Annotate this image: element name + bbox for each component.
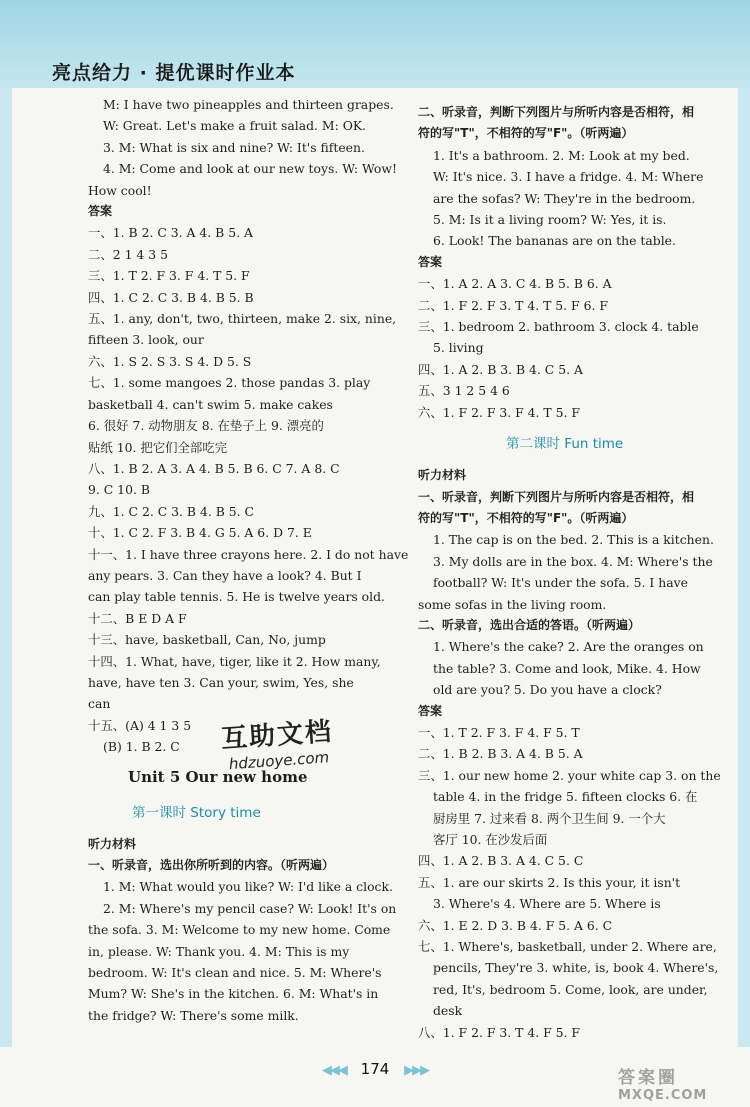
text-line: 四、1. C 2. C 3. B 4. B 5. B [88, 289, 254, 305]
text-line: 答案 [418, 254, 443, 269]
text-line: 贴纸 10. 把它们全部吃完 [88, 439, 228, 455]
right-listening-lines [418, 465, 746, 1043]
text-line: 答案 [418, 703, 443, 718]
text-line: 二、2 1 4 3 5 [88, 246, 168, 262]
text-line: 1. It's a bathroom. 2. M: Look at my bed. [433, 147, 690, 163]
text-line: 6. 很好 7. 动物朋友 8. 在垫子上 9. 漂亮的 [88, 418, 324, 434]
text-line: 九、1. C 2. C 3. B 4. B 5. C [88, 503, 254, 519]
text-line: (B) 1. B 2. C [103, 739, 180, 755]
text-line: 9. C 10. B [88, 482, 150, 498]
left-column [88, 94, 409, 1026]
unit-title: Unit 5 Our new home [128, 767, 308, 786]
text-line: 六、1. S 2. S 3. S 4. D 5. S [88, 353, 252, 369]
corner-watermark [618, 1068, 746, 1104]
text-line: 二、听录音，选出合适的答语。（听两遍） [418, 617, 641, 632]
text-line: 二、1. F 2. F 3. T 4. T 5. F 6. F [418, 297, 608, 313]
text-line: in, please. W: Thank you. 4. M: This is my [88, 943, 350, 959]
text-line: have, have ten 3. Can your, swim, Yes, she [88, 674, 354, 690]
text-line: can [88, 696, 111, 712]
watermark-stamp [220, 709, 357, 788]
page-number: 174 [360, 1060, 390, 1078]
text-line: bedroom. W: It's clean and nice. 5. M: Where's [88, 965, 382, 981]
text-line: 6. Look! The bananas are on the table. [433, 233, 676, 249]
text-line: 一、听录音，判断下列图片与所听内容是否相符，相 [418, 489, 695, 504]
text-line: some sofas in the living room. [418, 596, 607, 612]
watermark-url: MXQE.COM [618, 1088, 708, 1103]
text-line: fifteen 3. look, our [88, 332, 204, 348]
text-line: 十二、B E D A F [88, 610, 187, 626]
text-line: 二、听录音，判断下列图片与所听内容是否相符，相 [418, 105, 695, 119]
text-line: 厨房里 7. 过来看 8. 两个卫生间 9. 一个大 [433, 810, 666, 826]
text-line: 二、1. B 2. B 3. A 4. B 5. A [418, 746, 583, 762]
text-line: desk [433, 1003, 463, 1019]
text-line: 六、1. E 2. D 3. B 4. F 5. A 6. C [418, 917, 613, 933]
text-line: 四、1. A 2. B 3. A 4. C 5. C [418, 853, 584, 869]
text-line: red, It's, bedroom 5. Come, look, are under, [433, 981, 708, 997]
text-line: How cool! [88, 182, 152, 198]
text-line: 一、听录音，选出你所听到的内容。（听两遍） [88, 858, 335, 872]
text-line: 十四、1. What, have, tiger, like it 2. How many, [88, 653, 381, 669]
text-line: basketball 4. can't swim 5. make cakes [88, 396, 333, 412]
text-line: W: It's nice. 3. I have a fridge. 4. M: Where [433, 169, 704, 185]
text-line: 三、1. our new home 2. your white cap 3. on the [418, 767, 721, 783]
text-line: 5. living [433, 340, 484, 356]
text-line: 3. Where's 4. Where are 5. Where is [433, 896, 661, 912]
text-line: 四、1. A 2. B 3. B 4. C 5. A [418, 361, 583, 377]
text-line: 4. M: Come and look at our new toys. W: Wow! [103, 161, 397, 177]
lesson-2-heading: 第二课时 Fun time [506, 436, 624, 453]
text-line: football? W: It's under the sofa. 5. I have [433, 575, 688, 591]
text-line: 七、1. Where's, basketball, under 2. Where are, [418, 939, 717, 955]
text-line: 八、1. B 2. A 3. A 4. B 5. B 6. C 7. A 8. C [88, 460, 340, 476]
text-line: 1. M: What would you like? W: I'd like a clock. [103, 879, 393, 895]
right-column [418, 102, 746, 1043]
text-line: table 4. in the fridge 5. fifteen clocks 6. 在 [433, 789, 698, 805]
text-line: 一、1. T 2. F 3. F 4. F 5. T [418, 724, 580, 740]
text-line: can play table tennis. 5. He is twelve years old. [88, 589, 385, 605]
text-line: 一、1. B 2. C 3. A 4. B 5. A [88, 225, 253, 241]
text-line: 七、1. some mangoes 2. those pandas 3. play [88, 375, 371, 391]
text-line: M: I have two pineapples and thirteen grapes. [103, 97, 394, 112]
text-line: Mum? W: She's in the kitchen. 6. M: What's in [88, 986, 379, 1002]
text-line: W: Great. Let's make a fruit salad. M: OK. [103, 118, 367, 134]
text-line: the table? 3. Come and look, Mike. 4. How [433, 660, 701, 676]
text-line: 十一、1. I have three crayons here. 2. I do not have [88, 546, 409, 562]
text-line: 2. M: Where's my pencil case? W: Look! It's on [103, 900, 397, 916]
lesson-1-heading: 第一课时 Story time [132, 804, 261, 821]
stamp-text: 互助文档 [220, 716, 334, 755]
text-line: 3. M: What is six and nine? W: It's fifteen. [103, 139, 365, 155]
text-line: 十、1. C 2. F 3. B 4. G 5. A 6. D 7. E [88, 525, 312, 541]
text-line: 1. Where's the cake? 2. Are the oranges on [433, 639, 704, 655]
left-listening-lines [88, 834, 397, 1027]
left-arrows-icon: ◀◀◀ [321, 1063, 346, 1078]
right-arrows-icon: ▶▶▶ [404, 1063, 429, 1078]
text-line: 十五、(A) 4 1 3 5 [88, 717, 192, 733]
text-line: 十三、have, basketball, Can, No, jump [88, 632, 326, 648]
text-line: 1. The cap is on the bed. 2. This is a kitchen. [433, 532, 714, 548]
text-line: 八、1. F 2. F 3. T 4. F 5. F [418, 1024, 580, 1040]
text-line: any pears. 3. Can they have a look? 4. But I [88, 567, 362, 583]
text-line: 六、1. F 2. F 3. F 4. T 5. F [418, 404, 580, 420]
text-line: the sofa. 3. M: Welcome to my new home. Come [88, 922, 391, 938]
text-line: 五、1. are our skirts 2. Is this your, it isn't [418, 874, 681, 890]
text-line: the fridge? W: There's some milk. [88, 1007, 299, 1023]
text-line: 符的写"T"，不相符的写"F"。（听两遍） [418, 510, 634, 525]
text-line: 五、1. any, don't, two, thirteen, make 2. six, nine, [88, 311, 397, 327]
text-line: 听力材料 [418, 468, 467, 483]
stamp-url: hdzuoye.com [228, 748, 330, 774]
right-answer-lines [418, 102, 746, 423]
text-line: 5. M: Is it a living room? W: Yes, it is. [433, 212, 667, 228]
book-title: 亮点给力 · 提优课时作业本 [52, 62, 296, 84]
text-line: old are you? 5. Do you have a clock? [433, 682, 662, 698]
text-line: 一、1. A 2. A 3. C 4. B 5. B 6. A [418, 276, 612, 292]
text-line: 听力材料 [88, 836, 137, 851]
watermark-text: 答案圈 [618, 1068, 678, 1088]
text-line: 客厅 10. 在沙发后面 [433, 832, 548, 847]
text-line: are the sofas? W: They're in the bedroom. [433, 190, 696, 206]
text-line: 三、1. T 2. F 3. F 4. T 5. F [88, 268, 250, 284]
text-line: 答案 [88, 204, 113, 219]
text-line: 五、3 1 2 5 4 6 [418, 383, 510, 399]
text-line: 三、1. bedroom 2. bathroom 3. clock 4. table [418, 319, 699, 335]
text-line: 3. My dolls are in the box. 4. M: Where's the [433, 553, 713, 569]
text-line: pencils, They're 3. white, is, book 4. Where's, [433, 960, 719, 976]
left-margin-strip [0, 88, 12, 1047]
text-line: 符的写"T"，不相符的写"F"。（听两遍） [418, 126, 634, 141]
left-answer-lines [88, 94, 409, 758]
